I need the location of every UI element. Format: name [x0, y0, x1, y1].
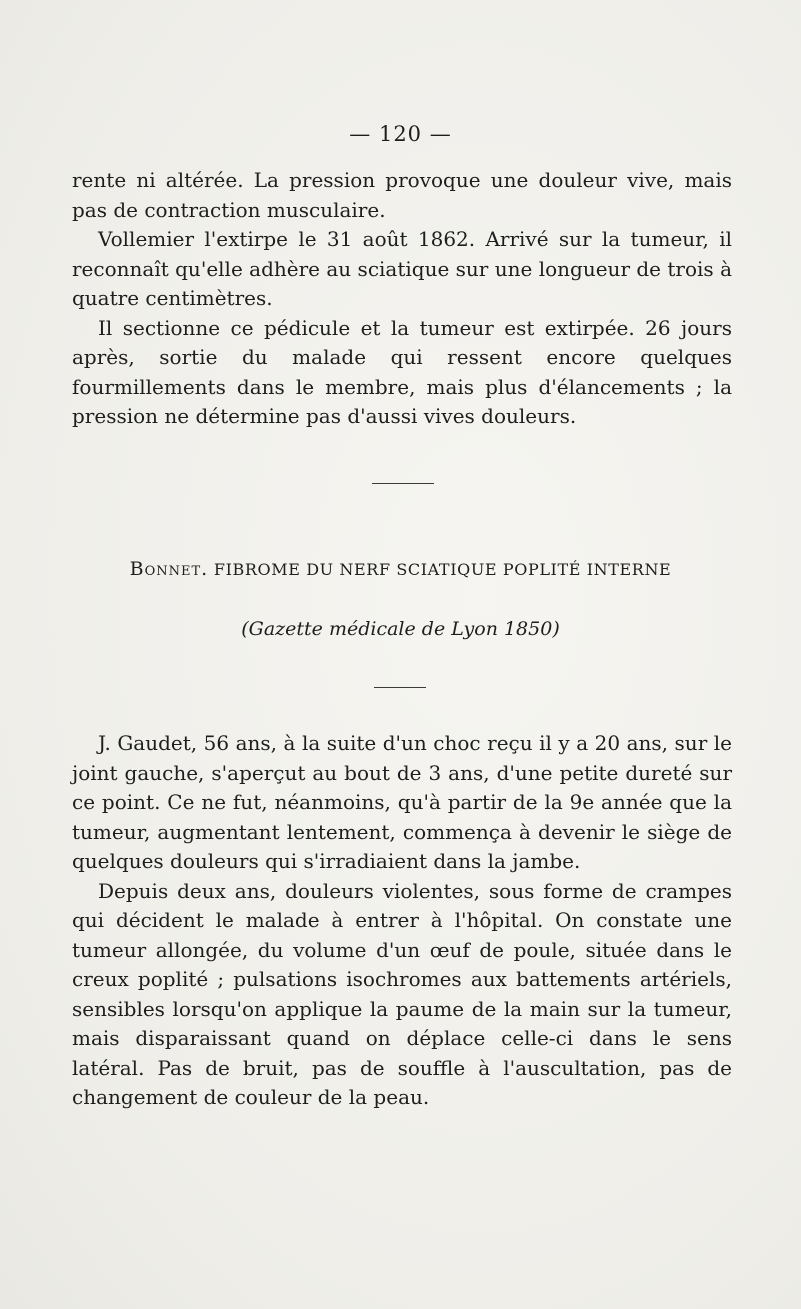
paragraph: J. Gaudet, 56 ans, à la suite d'un choc reçu il y a 20 ans, sur le joint gauche, s'aperçut au bout de 3 ans, d'une petite dureté sur ce point. Ce ne fut, néanmoins, qu'à partir de la 9e année que la tumeur, augmentant lentement, commença à devenir le siège de quelques douleurs qui s'irradiaient dans la jambe.	[72, 731, 732, 873]
section-divider	[372, 483, 434, 484]
paragraph-continuation: rente ni altérée. La pression provoque une douleur vive, mais pas de contraction musculaire.	[72, 168, 732, 222]
text-block-top	[72, 166, 732, 432]
paragraph: Depuis deux ans, douleurs violentes, sous forme de crampes qui décident le malade à entrer à l'hôpital. On constate une tumeur allongée, du volume d'un œuf de poule, située dans le creux poplité ; pulsations isochromes aux battements artériels, sensibles lorsqu'on applique la paume de la main sur la tumeur, mais disparaissant quand on déplace celle-ci dans le sens latéral. Pas de bruit, pas de souffle à l'auscultation, pas de changement de couleur de la peau.	[72, 878, 732, 1109]
paragraph: Il sectionne ce pédicule et la tumeur est extirpée. 26 jours après, sortie du malade qui ressent encore quelques fourmillements dans le membre, mais plus d'élancements ; la pression ne détermine pas d'aussi vives douleurs.	[72, 315, 732, 428]
source-citation: (Gazette médicale de Lyon 1850)	[241, 618, 560, 640]
paragraph: Vollemier l'extirpe le 31 août 1862. Arrivé sur la tumeur, il reconnaît qu'elle adhère au sciatique sur une longueur de trois à quatre centimètres.	[72, 227, 732, 310]
section-divider	[374, 687, 426, 688]
page-number: — 120 —	[349, 122, 452, 146]
section-heading	[0, 558, 801, 580]
heading-author: Bonnet.	[129, 558, 209, 580]
text-block-bottom	[72, 729, 732, 1113]
heading-title: FIBROME DU NERF SCIATIQUE POPLITÉ INTERNE	[213, 560, 672, 579]
